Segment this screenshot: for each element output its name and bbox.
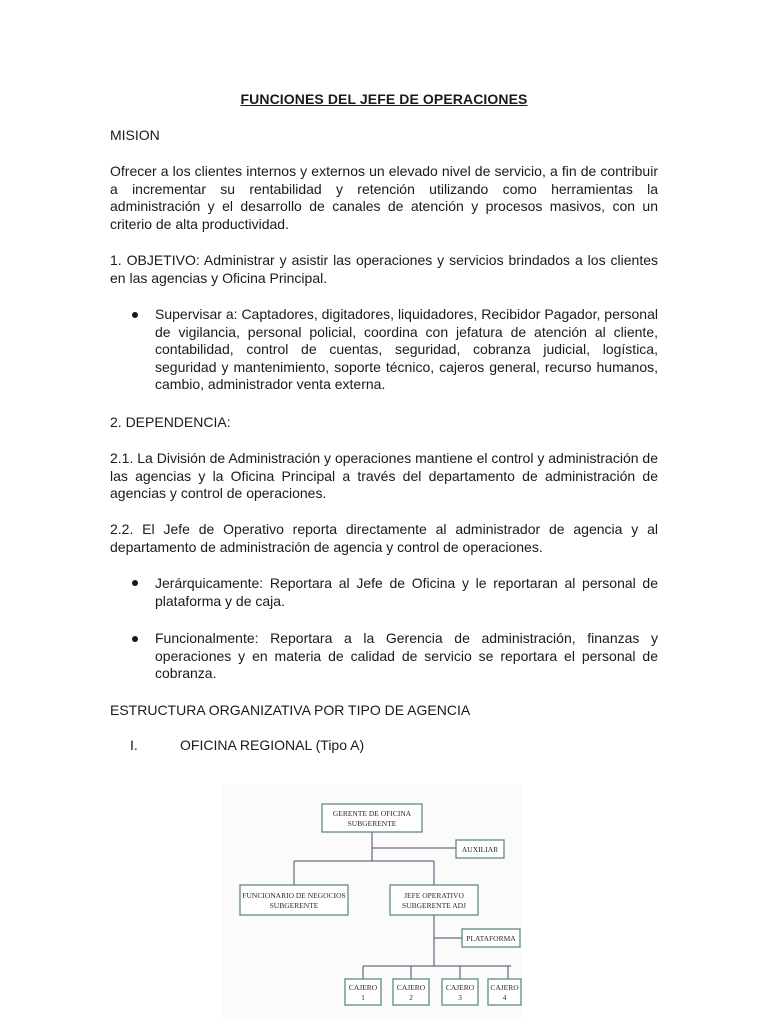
objetivo-paragraph: 1. OBJETIVO: Administrar y asistir las operaciones y servicios brindados a los clientes en las agencias y Oficina Principal. [110,252,658,286]
plataforma-label: PLATAFORMA [466,934,516,943]
document-title: FUNCIONES DEL JEFE DE OPERACIONES [240,91,528,107]
auxiliar-node [456,840,504,858]
dependencia-2-2-paragraph: 2.2. El Jefe de Operativo reporta directamente al administrador de agencia y al departamento de administración de agencia y control de operaciones. [110,521,658,555]
gerente-node [322,804,422,832]
mision-heading: MISION [110,127,160,143]
cajero-number: 2 [409,993,413,1002]
jerarquica-bullet-text: Jerárquicamente: Reportara al Jefe de Oficina y le reportaran al personal de plataforma y de caja. [155,575,658,609]
funcional-bullet-text: Funcionalmente: Reportara a la Gerencia de administración, finanzas y operaciones y en materia de calidad de servicio se reportara el personal de cobranza. [155,630,658,681]
section-roman-numeral: I. [130,737,138,753]
estructura-heading: ESTRUCTURA ORGANIZATIVA POR TIPO DE AGENCIA [110,702,471,718]
bullet-icon [132,312,138,318]
funcionario-title: FUNCIONARIO DE NEGOCIOS [242,891,346,900]
cajero-label: CAJERO [396,983,426,992]
org-chart [222,785,522,1020]
org-chart-svg [222,785,522,1020]
supervisar-bullet-text: Supervisar a: Captadores, digitadores, liquidadores, Recibidor Pagador, personal de vigilancia, personal policial, coordina con jefatura de atención al cliente, contabilidad, control de cuentas, seguridad, cobranza judicial, logística, seguridad y mantenimiento, soporte técnico, cajeros general, recurso humanos, cambio, administrador venta externa. [155,306,658,392]
cajero-number: 3 [458,993,462,1002]
plataforma-node [462,929,520,947]
jefe-operativo-title: JEFE OPERATIVO [404,891,464,900]
dependencia-2-1-paragraph: 2.1. La División de Administración y operaciones mantiene el control y administración de las agencias y la Oficina Principal a través del departamento de administración de agencias y control de operaciones. [110,450,658,501]
bullet-icon [132,580,138,586]
jefe-operativo-subtitle: SUBGERENTE ADJ [402,901,466,910]
jefe-operativo-node [390,885,478,915]
cajero-label: CAJERO [445,983,475,992]
funcionario-node [240,885,348,915]
cajero-number: 1 [361,993,365,1002]
oficina-regional-heading: OFICINA REGIONAL (Tipo A) [180,737,365,753]
cajero-node [488,979,521,1005]
cajero-number: 4 [502,993,507,1002]
cajero-label: CAJERO [348,983,378,992]
cajero-node [393,979,429,1005]
bullet-icon [132,636,138,642]
cajero-node [345,979,381,1005]
gerente-title: GERENTE DE OFICINA [332,809,412,818]
cajero-label: CAJERO [490,983,519,992]
cajero-node [442,979,478,1005]
dependencia-heading: 2. DEPENDENCIA: [110,414,231,430]
auxiliar-label: AUXILIAR [461,845,499,854]
mision-paragraph: Ofrecer a los clientes internos y externos un elevado nivel de servicio, a fin de contribuir a incrementar su rentabilidad y retención utilizando como herramientas la administración y el desarrollo de canales de atención y procesos masivos, con un criterio de alta productividad. [110,163,658,232]
gerente-subtitle: SUBGERENTE [347,819,397,828]
funcionario-subtitle: SUBGERENTE [269,901,319,910]
